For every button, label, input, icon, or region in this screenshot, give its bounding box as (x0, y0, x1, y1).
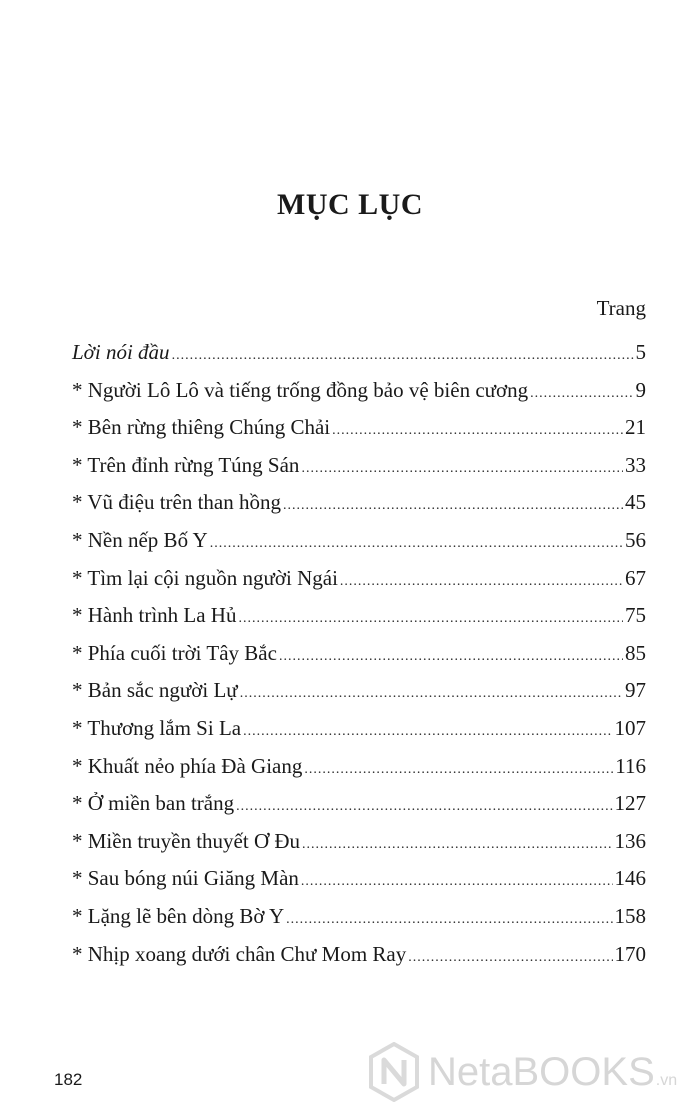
toc-entry-page: 97 (625, 678, 646, 703)
page-column-header: Trang (596, 296, 646, 320)
toc-entry (72, 710, 646, 748)
dot-leader (236, 788, 612, 826)
dot-leader (304, 751, 613, 789)
toc-entry-page: 5 (635, 340, 646, 364)
toc-entry (72, 898, 646, 936)
toc-entry-title: * Nền nếp Bố Y (72, 527, 208, 552)
netabooks-logo-icon (368, 1042, 420, 1102)
toc-entry-title: * Khuất nẻo phía Đà Giang (72, 753, 303, 778)
dot-leader (286, 901, 612, 939)
toc-entry-page: 146 (614, 866, 646, 891)
dot-leader (301, 450, 623, 488)
toc-entry-title: * Vũ điệu trên than hồng (72, 490, 281, 515)
dot-leader (340, 563, 623, 601)
toc-entry-title: * Miền truyền thuyết Ơ Đu (72, 828, 301, 853)
toc-entry (72, 748, 646, 786)
dot-leader (530, 375, 633, 413)
dot-leader (301, 863, 613, 901)
toc-entry-title: * Trên đỉnh rừng Túng Sán (72, 452, 300, 477)
toc-entry (72, 372, 646, 410)
toc-entry-page: 33 (625, 452, 646, 477)
toc-entry-intro (72, 334, 646, 372)
toc-entry (72, 447, 646, 485)
toc-entry-page: 45 (625, 490, 646, 515)
toc-entry (72, 936, 646, 974)
dot-leader (283, 487, 623, 525)
toc-entry-title: * Phía cuối trời Tây Bắc (72, 640, 277, 665)
toc-entry-page: 85 (625, 640, 646, 665)
toc-entry-title: * Người Lô Lô và tiếng trống đồng bảo vệ biên cương (72, 377, 529, 402)
dot-leader (172, 337, 634, 375)
toc-entry (72, 597, 646, 635)
toc-entry-page: 56 (625, 527, 646, 552)
dot-leader (240, 675, 623, 713)
dot-leader (238, 600, 623, 638)
dot-leader (243, 713, 612, 751)
table-of-contents (72, 334, 646, 973)
toc-entry (72, 522, 646, 560)
toc-entry-page: 75 (625, 603, 646, 628)
toc-entry-page: 116 (615, 753, 646, 778)
page-number: 182 (54, 1070, 83, 1089)
toc-entry-title: * Lặng lẽ bên dòng Bờ Y (72, 903, 285, 928)
watermark-brand: NetaBOOKS (428, 1049, 655, 1094)
toc-entry-page: 170 (614, 941, 646, 966)
watermark (368, 1042, 677, 1102)
toc-entry-title: * Sau bóng núi Giăng Màn (72, 866, 299, 891)
watermark-suffix: .vn (655, 1072, 678, 1089)
toc-entry (72, 635, 646, 673)
dot-leader (210, 525, 623, 563)
toc-entry (72, 409, 646, 447)
toc-entry (72, 672, 646, 710)
toc-entry-title: * Tìm lại cội nguồn người Ngái (72, 565, 338, 590)
toc-entry-title: * Nhịp xoang dưới chân Chư Mom Ray (72, 941, 407, 966)
dot-leader (302, 826, 612, 864)
toc-entry (72, 860, 646, 898)
toc-entry-title: * Ở miền ban trắng (72, 791, 235, 816)
dot-leader (279, 638, 623, 676)
toc-entry-page: 9 (635, 377, 646, 402)
toc-entry-title: * Hành trình La Hủ (72, 603, 237, 628)
toc-entry-page: 158 (614, 903, 646, 928)
toc-entry-page: 67 (625, 565, 646, 590)
toc-entry-page: 127 (614, 791, 646, 816)
dot-leader (332, 412, 623, 450)
toc-entry-page: 136 (614, 828, 646, 853)
toc-entry (72, 560, 646, 598)
toc-entry (72, 823, 646, 861)
toc-entry-title: Lời nói đầu (72, 340, 170, 364)
toc-entry-page: 21 (625, 415, 646, 440)
toc-entry (72, 785, 646, 823)
toc-entry-title: * Thương lắm Si La (72, 715, 242, 740)
dot-leader (408, 939, 612, 977)
toc-entry (72, 484, 646, 522)
toc-entry-title: * Bản sắc người Lự (72, 678, 238, 703)
toc-entry-title: * Bên rừng thiêng Chúng Chải (72, 415, 331, 440)
toc-title: MỤC LỤC (277, 188, 423, 221)
toc-entry-page: 107 (614, 715, 646, 740)
